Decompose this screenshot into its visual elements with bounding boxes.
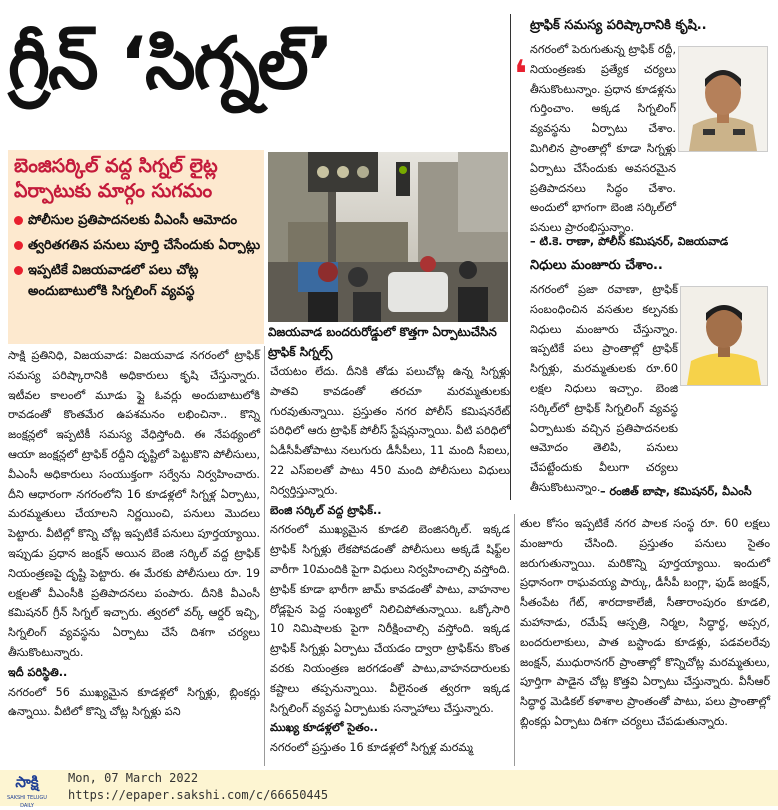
bullet-item: త్వరితగతిన పనులు పూర్తి చేసేందుకు ఏర్పాట్లు xyxy=(14,235,262,256)
photo-caption: విజయవాడ బందరురోడ్డులో కొత్తగా ఏర్పాటుచేసిన ట్రాఫిక్ సిగ్నల్స్ xyxy=(268,325,497,359)
article-text: నగరంలో 56 ముఖ్యమైన కూడళ్లలో సిగ్నళ్లు, బ్లింకర్లు ఉన్నాయి. వీటిలో కొన్ని చోట్ల సిగ్నళ్లు పని xyxy=(8,685,260,719)
quote2-heading: నిధులు మంజూరు చేశాం.. xyxy=(530,258,663,273)
sakshi-logo: సాక్షి xyxy=(15,773,39,791)
article-text: చేయటం లేదు. దీనికి తోడు పలుచోట్ల ఉన్న సిగ్నళ్లు పాతవి కావడంతో తరచూ మరమ్మతులకు గురవుతున్నాయి. ప్రస్తుతం నగర పోలీస్ కమిషనరేట్ పరిధిలో ఆరు ట్రాఫిక్ పోలీస్ స్టేషన్లున్నాయి. వీటి పరిధిలో ఏడీసీపీతోపాటు నలుగురు డీసీపీలు, 11 మంది సీఐలు, 22 ఎస్ఐలతో పాటు 450 మంది పోలీసులు విధులు నిర్వర్తిస్తున్నారు. xyxy=(270,365,510,497)
quote2-text: నగరంలో ప్రజా రవాణా, ట్రాఫిక్ సంబంధించిన వసతుల కల్పనకు నిధులు మంజూరు చేస్తున్నాం. ఇప్పటికే పలు ప్రాంతాల్లో ట్రాఫిక్ సిగ్నళ్లు, మరమ్మతులకు రూ.60 లక్షల నిధులు ఇచ్చాం. బెంజి సర్కిల్‌లో ట్రాఫిక్ సిగ్నలింగ్ వ్యవస్థ ఏర్పాటుకు వచ్చిన ప్రతిపాదనలకు ఆమోదం తెలిపి, పనులు చేపట్టేందుకు వీలుగా చర్యలు తీసుకొంటున్నాం. xyxy=(530,283,678,494)
column-divider xyxy=(510,14,511,500)
quote1-heading: ట్రాఫిక్ సమస్య పరిష్కారానికి కృషి.. xyxy=(530,18,707,33)
quote-mark-icon: ❛ xyxy=(514,52,528,96)
quote1-text-cont xyxy=(530,158,770,228)
column-divider xyxy=(514,514,515,766)
edition-date: Mon, 07 March 2022 xyxy=(68,771,199,785)
bullet-list xyxy=(14,210,262,306)
article-column-1 xyxy=(8,346,260,766)
quote2-text-block xyxy=(530,280,678,494)
sakshi-logo-subtitle: SAKSHI TELUGU DAILY xyxy=(7,795,47,809)
vmc-commissioner-photo xyxy=(680,286,768,386)
article-text: నగరంలో ప్రస్తుతం 16 కూడళ్లలో సిగ్నళ్ల మరమ్మ xyxy=(270,741,473,755)
epaper-url[interactable]: https://epaper.sakshi.com/c/66650445 xyxy=(68,788,329,802)
article-text: నగరంలో ముఖ్యమైన కూడలి బెంజిసర్కిల్. ఇక్కడ ట్రాఫిక్ సిగ్నళ్లు లేకపోవడంతో పోలీసులు అక్కడే షిఫ్ట్‌ల వారీగా 10మందికి పైగా విధులు నిర్వహించాల్సి వస్తోంది. ట్రాఫిక్ కూడా భారీగా జామ్ కావడంతో పాటు, వాహనాల రోడ్లపైన పెద్ద సంఖ్యలో నిలిచిపోతున్నాయి. ఒక్కోసారి 10 నిమిషాలకు పైగా నిరీక్షించాల్సి వస్తోంది. ఇక్కడ ట్రాఫిక్ సిగ్నళ్లు ఏర్పాటు చేయడం ద్వారా ట్రాఫిక్‌ను కొంత వరకు నియంత్రణ జరగడంతో పాటు,వాహనదారులకు కష్టాలు తప్పనున్నాయి. వీలైనంత త్వరగా ఇక్కడ సిగ్నలింగ్ వ్యవస్థ ఏర్పాటుకు సన్నాహాలు చేస్తున్నారు. xyxy=(270,523,510,715)
section-heading: ముఖ్య కూడళ్లలో సైతం.. xyxy=(270,721,378,735)
quote1-text: నగరంలో పెరుగుతున్న ట్రాఫిక్ రద్దీ, నియంత్రణకు ప్రత్యేక చర్యలు తీసుకొంటున్నాం. ప్రధాన కూడళ్లను గుర్తించాం. అక్కడ సిగ్నలింగ్ వ్యవస్థను ఏర్పాటు చేశాం. మిగిలిన ప్రాంతాల్లో కూడా సిగ్నళ్లు ఏర్పాటు చేసేందుకు అవసరమైన ప్రతిపాదనలు సిద్ధం చేశాం. అందులో భాగంగా బెంజి సర్కిల్‌లో పనులు ప్రారంభిస్తున్నాం. xyxy=(530,43,676,235)
article-column-2 xyxy=(270,362,510,766)
section-heading: ఇదీ పరిస్థితి.. xyxy=(8,665,68,679)
article-text: తుల కోసం ఇప్పటికే నగర పాలక సంస్థ రూ. 60 లక్షలు మంజూరు చేసింది. ప్రస్తుతం పనులు సైతం జరుగుతున్నాయి. మరికొన్ని పూర్తయ్యాయి. ఇందులో ప్రధానంగా రాఘవయ్య పార్కు, డీసీపీ బంగ్లా, ఫుడ్ జంక్షన్, సీతంపేట గేట్, శారదాకాలేజీ, సీతారాంపురం కూడలి, మహానాడు, రమేష్ ఆస్పత్రి, నిర్మల, సిద్ధార్థ, అప్సర, బందరులాకులు, పాత బస్టాండు కూడళ్లు, పడవలరేవు జంక్షన్, ముధురానగర్ ప్రాంతాల్లో కొన్నిచోట్ల మరమ్మతులు, పూర్తిగా పాడైన చోట్ల కొత్తవి ఏర్పాటు చేస్తున్నారు. వీసీఆర్ సిద్ధార్థ మెడికల్ కళాశాల ప్రాంతంతో పాటు, పలు ప్రాంతాల్లో బ్లింకర్లు ఏర్పాటు దిశగా చర్యలు చేపడుతున్నారు. xyxy=(520,517,770,728)
article-text: సాక్షి ప్రతినిధి, విజయవాడ: విజయవాడ నగరంలో ట్రాఫిక్ సమస్య పరిష్కారానికి అధికారులు కృషి చేస్తున్నారు. ఇటీవల కాలంలో మూడు ఫ్లై ఓవర్లు అందుబాటులోకి రావడంతో కొంతమేర ఉపశమనం లభించినా.. కొన్ని జంక్షన్లలో ఇప్పటికీ సమస్య వేధిస్తోంది. ఈ నేపథ్యంలో ఆయా జంక్షన్లలో ట్రాఫిక్ రద్దీని దృష్టిలో పెట్టుకొని పోలీసులు, వీఎంసీ అధికారులు సంయుక్తంగా సర్వేను నిర్వహించారు. దీని ఆధారంగా నగరంలోని 16 కూడళ్లలో సిగ్నళ్ల ఏర్పాటు, మరమ్మతులు చేయాలని నిర్ణయించి, పనులు మొదలు పెట్టారు. వీటిల్లో కొన్ని చోట్ల ఇప్పటికే పనులు పూర్తయ్యాయి. ఇప్పుడు ప్రధాన జంక్షన్ అయిన బెంజి సర్కిల్ వద్ద ట్రాఫిక్ నియంత్రణపై దృష్టి పెట్టారు. ఈ మేరకు పోలీసులు రూ. 19 లక్షలతో వీఎంసీకి ప్రతిపాదనలు పంపారు. దీనికి వీఎంసీ కమిషనర్ గ్రీన్ సిగ్నల్ ఇచ్చారు. త్వరలో వర్క్ ఆర్డర్ ఇచ్చి, సిగ్నలింగ్ వ్యవస్థను ఏర్పాటు చేసే దిశగా చర్యలు తీసుకొంటున్నారు. xyxy=(8,349,260,659)
column-divider xyxy=(264,346,265,766)
bullet-item: ఇప్పటికే విజయవాడలో పలు చోట్ల అందుబాటులోకి సిగ్నలింగ్ వ్యవస్థ xyxy=(14,260,262,302)
traffic-photo xyxy=(268,152,508,322)
commissioner-photo xyxy=(678,46,768,152)
section-heading: బెంజి సర్కిల్ వద్ద ట్రాఫిక్.. xyxy=(270,503,382,517)
headline: గ్రీన్ ‘సిగ్నల్’ xyxy=(8,21,333,105)
quote2-attribution: – రంజిత్ బాషా, కమిషనర్, వీఎంసీ xyxy=(600,485,752,498)
article-column-3 xyxy=(520,514,770,766)
quote1-attribution: – టి.కె. రాణా, పోలీస్ కమిషనర్, విజయవాడ xyxy=(530,235,729,248)
bullet-item: పోలీసుల ప్రతిపాదనలకు వీఎంసీ ఆమోదం xyxy=(14,210,262,231)
subtitle: బెంజిసర్కిల్ వద్ద సిగ్నల్ లైట్ల ఏర్పాటుకు మార్గం సుగమం xyxy=(14,155,218,202)
quote1-text-block xyxy=(530,40,676,235)
